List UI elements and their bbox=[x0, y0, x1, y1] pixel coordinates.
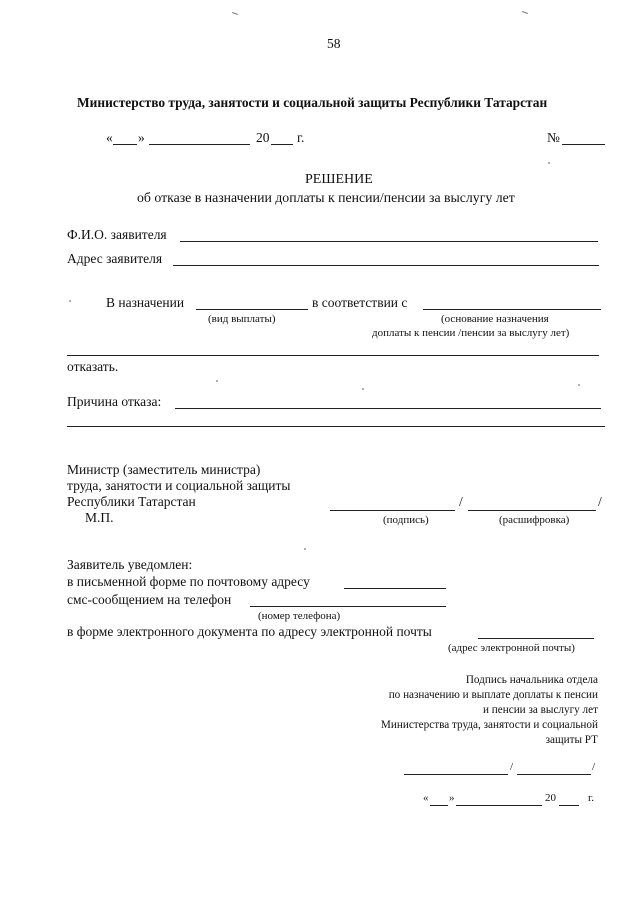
head-sign-line4: Министерства труда, занятости и социальной bbox=[380, 719, 598, 731]
scan-speck bbox=[216, 380, 218, 382]
number-label: № bbox=[547, 130, 560, 145]
fio-label: Ф.И.О. заявителя bbox=[67, 227, 167, 242]
date-open-quote: « bbox=[106, 130, 113, 145]
date-year-line[interactable] bbox=[271, 144, 293, 145]
scan-speck bbox=[304, 548, 306, 550]
decoding-line[interactable] bbox=[468, 510, 596, 511]
footer-date-close: » bbox=[449, 792, 455, 804]
head-sign-line3: и пенсии за выслугу лет bbox=[483, 704, 598, 716]
head-sign-line5: защиты РТ bbox=[545, 734, 598, 746]
postal-label: в письменной форме по почтовому адресу bbox=[67, 574, 310, 589]
scan-mark bbox=[232, 12, 238, 15]
year-suffix: г. bbox=[297, 130, 305, 145]
fio-line[interactable] bbox=[180, 241, 598, 242]
reason-line[interactable] bbox=[175, 408, 601, 409]
email-line[interactable] bbox=[478, 638, 594, 639]
head-slash-2: / bbox=[592, 761, 596, 773]
head-sign-line1: Подпись начальника отдела bbox=[465, 674, 598, 686]
footer-year-line[interactable] bbox=[559, 805, 579, 806]
phone-line[interactable] bbox=[250, 606, 446, 607]
footer-date-open: « bbox=[423, 792, 429, 804]
ministry-title: Министерство труда, занятости и социальной защиты Республики Татарстан bbox=[77, 95, 548, 110]
date-close-quote: » bbox=[138, 130, 145, 145]
scan-speck bbox=[362, 388, 364, 390]
minister-line2: труда, занятости и социальной защиты bbox=[67, 478, 291, 493]
head-signature-line[interactable] bbox=[404, 774, 508, 775]
date-month-line[interactable] bbox=[149, 144, 250, 145]
assign-label: В назначении bbox=[106, 295, 185, 310]
notified-title: Заявитель уведомлен: bbox=[67, 557, 193, 572]
footer-year-suffix: г. bbox=[588, 792, 595, 804]
head-decoding-line[interactable] bbox=[517, 774, 591, 775]
signature-hint: (подпись) bbox=[383, 514, 429, 526]
footer-year-prefix: 20 bbox=[545, 792, 556, 804]
refuse-text: отказать. bbox=[67, 359, 119, 374]
head-slash-1: / bbox=[510, 761, 514, 773]
basis-continuation-line[interactable] bbox=[67, 355, 599, 356]
signature-slash-1: / bbox=[459, 494, 463, 509]
footer-day-line[interactable] bbox=[430, 805, 448, 806]
scan-speck bbox=[578, 384, 580, 386]
signature-slash-2: / bbox=[598, 494, 602, 509]
basis-hint-line1: (основание назначения bbox=[441, 313, 549, 325]
reason-continuation-line[interactable] bbox=[67, 426, 605, 427]
email-hint: (адрес электронной почты) bbox=[448, 642, 575, 654]
number-line[interactable] bbox=[562, 144, 605, 145]
postal-line[interactable] bbox=[344, 588, 446, 589]
date-day-line[interactable] bbox=[113, 144, 137, 145]
stamp-label: М.П. bbox=[85, 510, 114, 525]
year-prefix: 20 bbox=[256, 130, 270, 145]
head-sign-line2: по назначению и выплате доплаты к пенсии bbox=[388, 689, 598, 701]
email-label: в форме электронного документа по адресу электронной почты bbox=[67, 624, 432, 639]
payment-type-line[interactable] bbox=[196, 309, 308, 310]
signature-line[interactable] bbox=[330, 510, 455, 511]
document-subtitle: об отказе в назначении доплаты к пенсии/пенсии за выслугу лет bbox=[137, 190, 515, 205]
scan-speck bbox=[548, 162, 550, 164]
scan-mark bbox=[522, 11, 528, 14]
reason-label: Причина отказа: bbox=[67, 394, 162, 409]
address-line[interactable] bbox=[173, 265, 599, 266]
basis-hint-line2: доплаты к пенсии /пенсии за выслугу лет) bbox=[372, 327, 570, 339]
phone-hint: (номер телефона) bbox=[258, 610, 341, 622]
sms-label: смс-сообщением на телефон bbox=[67, 592, 232, 607]
page-number: 58 bbox=[327, 36, 341, 51]
minister-line3: Республики Татарстан bbox=[67, 494, 196, 509]
scan-speck bbox=[69, 300, 71, 302]
accordance-label: в соответствии с bbox=[312, 295, 408, 310]
document-title: РЕШЕНИЕ bbox=[305, 172, 373, 187]
payment-type-hint: (вид выплаты) bbox=[208, 313, 276, 325]
basis-line[interactable] bbox=[423, 309, 601, 310]
minister-line1: Министр (заместитель министра) bbox=[67, 462, 261, 477]
footer-month-line[interactable] bbox=[456, 805, 542, 806]
decoding-hint: (расшифровка) bbox=[499, 514, 570, 526]
address-label: Адрес заявителя bbox=[67, 251, 163, 266]
